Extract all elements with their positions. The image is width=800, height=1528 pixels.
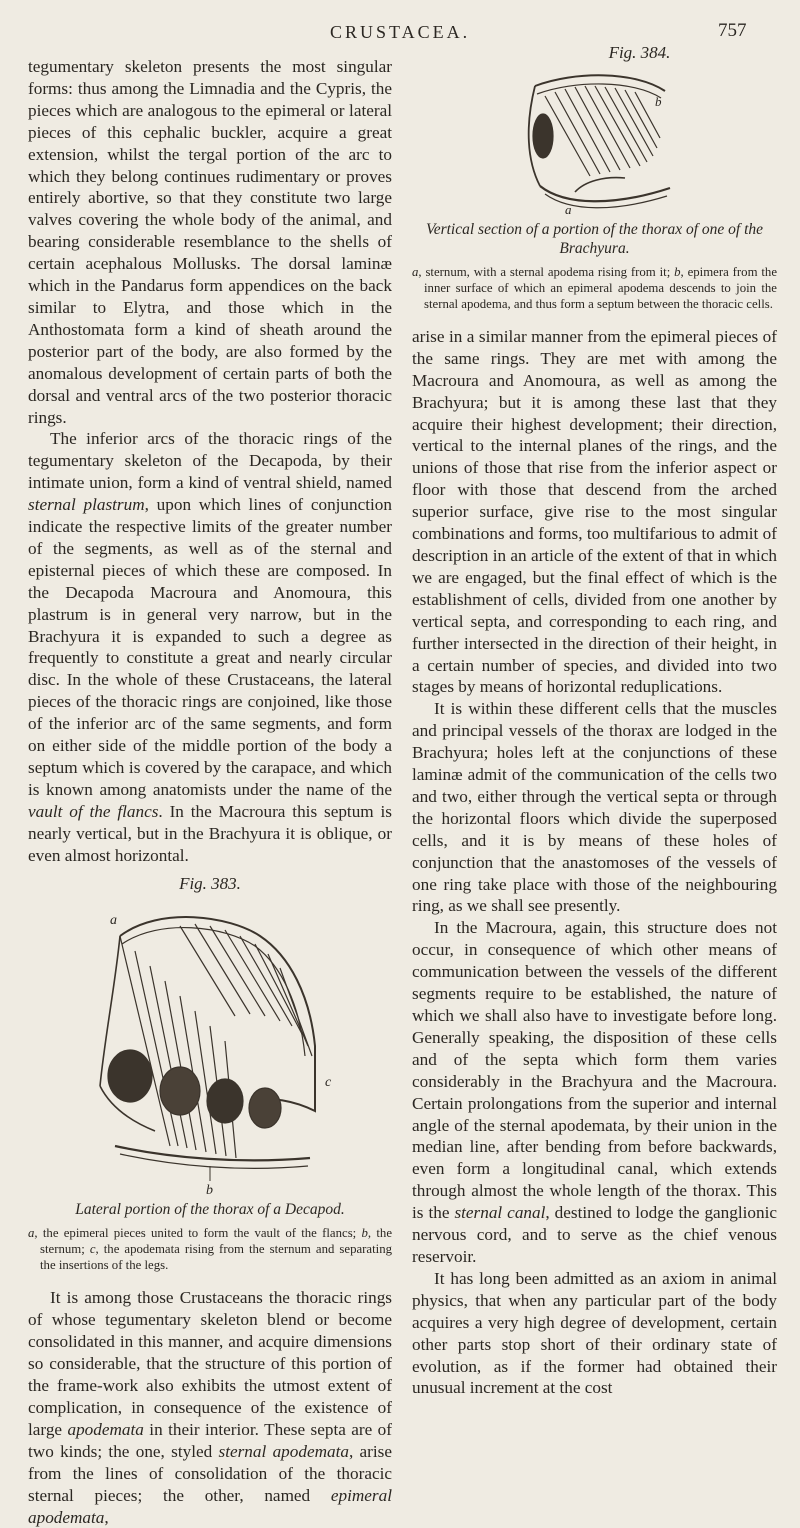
legend-text-b: , epimera from the inner surface of which an epimeral apodema descends to join the sternal apodema, and thus form a septum between the thoracic cells. [424, 264, 778, 311]
figure-383-letter-a: a [110, 913, 117, 929]
figure-383-title: Lateral portion of the thorax of a Decapod. [75, 1201, 345, 1219]
legend-key-a: a [28, 1226, 35, 1241]
text-run: , [104, 1507, 109, 1527]
figure-384-label: Fig. 384. [608, 43, 671, 62]
legend-key-a: a [412, 264, 419, 279]
term-epimeral-apodemata: epimeral apodemata [28, 1485, 392, 1527]
term-sternal-plastrum: sternal plastrum [28, 495, 145, 515]
term-vault-of-the-flancs: vault of the flancs [28, 801, 159, 821]
figure-384-letter-a: a [564, 201, 571, 216]
text-run: The inferior arcs of the thoracic rings of the tegumentary skeleton of the Decapoda, by their intimate union, form a kind of ventral shield, named [28, 429, 392, 493]
text-run: . In the Macroura this septum is nearly vertical, but in the Brachyura it is oblique, or even almost horizontal. [28, 801, 392, 865]
left-paragraph-1: tegumentary skeleton presents the most singular forms: thus among the Limnadia and the Cypris, the pieces which are analogous to the epimeral or lateral pieces of this cephalic buckler, acquire a great extension, whilst the tergal portion of the arc to which they belong continues rudimentary or proves entirely abortive, so that they constitute two large valves covering the whole body of the animal, and bearing considerable resemblance to the shells of certain acephalous Mollusks. The dorsal laminæ which in the Pandarus form appendices on the back similar to Elytra, and those which in the Anthostomata form a kind of sheath around the posterior part of the body, are also formed by the anomalous development of certain parts of both the dorsal and ventral arcs of the two posterior thoracic rings. [28, 57, 392, 427]
right-column [412, 38, 777, 1399]
text-run: , destined to lodge the ganglionic nervous cord, and to serve as the chief venous reservoir. [412, 1203, 777, 1266]
text-run: in their interior. These septa are of two kinds; the one, styled [28, 1419, 392, 1461]
legend-text-b: , the sternum; [40, 1226, 392, 1257]
figure-383-label: Fig. 383. [179, 873, 241, 893]
text-run: , upon which lines of conjunction indicate the respective limits of the greater number of the segments, as well as of the sternal and episternal pieces of which these are composed. In the Decapoda Macroura and Anomoura, this plastrum is in general very narrow, but in the Brachyura it is expanded to such a degree as frequently to constitute a great and nearly circular disc. In the whole of these Crustaceans, the lateral pieces of the thoracic rings are conjoined, like those of the inferior arc of the same segments, and form on either side of the middle portion of the body a septum which is covered by the carapace, and which is known among anatomists under the name of the [28, 495, 392, 799]
right-paragraph-4: It has long been admitted as an axiom in animal physics, that when any particular part of the body acquires a very high degree of development, certain other parts stop short of their ordinary state of evolution, as if the former had obtained their unusual increment at the cost [412, 1268, 777, 1398]
right-paragraph-3 [412, 917, 777, 1268]
figure-383-legend [28, 1225, 392, 1273]
figure-384-title: Vertical section of a portion of the thorax of one of the Brachyura. [425, 220, 764, 257]
legend-key-c: c [89, 1242, 96, 1257]
figure-383 [28, 873, 392, 1274]
term-apodemata: apodemata [67, 1419, 144, 1439]
text-run: It is among those Crustaceans the thoracic rings of whose tegumentary skeleton blend or become consolidated in this manner, and acquire dimensions so considerable, that the structure of this portion of the frame-work also exhibits the utmost extent of complication, in consequence of the existence of large [28, 1288, 392, 1439]
text-run: In the Macroura, again, this structure does not occur, in consequence of which other means of communication between the vessels of the different segments require to be established, the nature of which we shall also have to investigate before long. Generally speaking, the disposition of these cells and of the septa which form them varies considerably in the Brachyura and the Macroura. Certain prolongations from the superior and internal angle of the sternal apodemata, by their union in the median line, after bending from before backwards, even form a longitudinal canal, which extends through almost the whole length of the thorax. This is the [412, 918, 777, 1223]
figure-383-letter-b: b [206, 1183, 213, 1197]
left-column [28, 56, 392, 1528]
figure-383-letter-c: c [325, 1075, 332, 1091]
running-title: CRUSTACEA. [330, 22, 471, 42]
right-paragraph-1: arise in a similar manner from the epimeral pieces of the same rings. They are met with among the Macroura and Anomoura, as well as among the Brachyura; but it is among these last that they acquire their highest development; their direction, vertical to the internal planes of the rings, and the unions of those that rise from the inferior aspect or floor with those that descend from the arched superior surface, give rise to the most singular combinations and forms, too multifarious to admit of description in an article of the extent of that in which we are engaged, but the final effect of which is the establishment of cells, divided from one another by vertical septa, and corresponding to each ring, and further intersected in the direction of their height, in a certain number of species, and divided into two stages by means of horizontal reduplications. [412, 326, 777, 697]
legend-text-a: , the epimeral pieces united to form the vault of the flancs; [34, 1226, 362, 1241]
figure-383-illustration [60, 896, 360, 1196]
page-number: 757 [718, 20, 747, 41]
figure-384-illustration [495, 66, 695, 216]
legend-key-b: b [674, 264, 681, 279]
legend-key-b: b [361, 1226, 368, 1241]
left-paragraph-2 [28, 428, 392, 866]
legend-text-a: , sternum, with a sternal apodema rising from it; [418, 264, 675, 279]
text-run: , arise from the lines of consolidation of the thoracic sternal pieces; the other, named [28, 1441, 393, 1505]
legend-text-c: , the apodemata rising from the sternum and separating the insertions of the legs. [40, 1242, 392, 1273]
figure-384-letter-b: b [654, 93, 661, 109]
figure-384 [412, 42, 777, 312]
right-paragraph-2: It is within these different cells that the muscles and principal vessels of the thorax are lodged in the Brachyura; holes left at the conjunctions of these laminæ admit of the communication of the cells two and two, either through the vertical septa or through the horizontal floors which divide the superposed cells, and it is by means of these holes of conjunction that the anastomoses of the vessels of one ring take place with those of the neighbouring ring, as we shall see presently. [412, 699, 777, 916]
term-sternal-canal: sternal canal [454, 1203, 546, 1223]
term-sternal-apodemata: sternal apodemata [218, 1441, 349, 1461]
left-paragraph-3 [28, 1287, 392, 1528]
figure-384-legend [412, 264, 777, 312]
